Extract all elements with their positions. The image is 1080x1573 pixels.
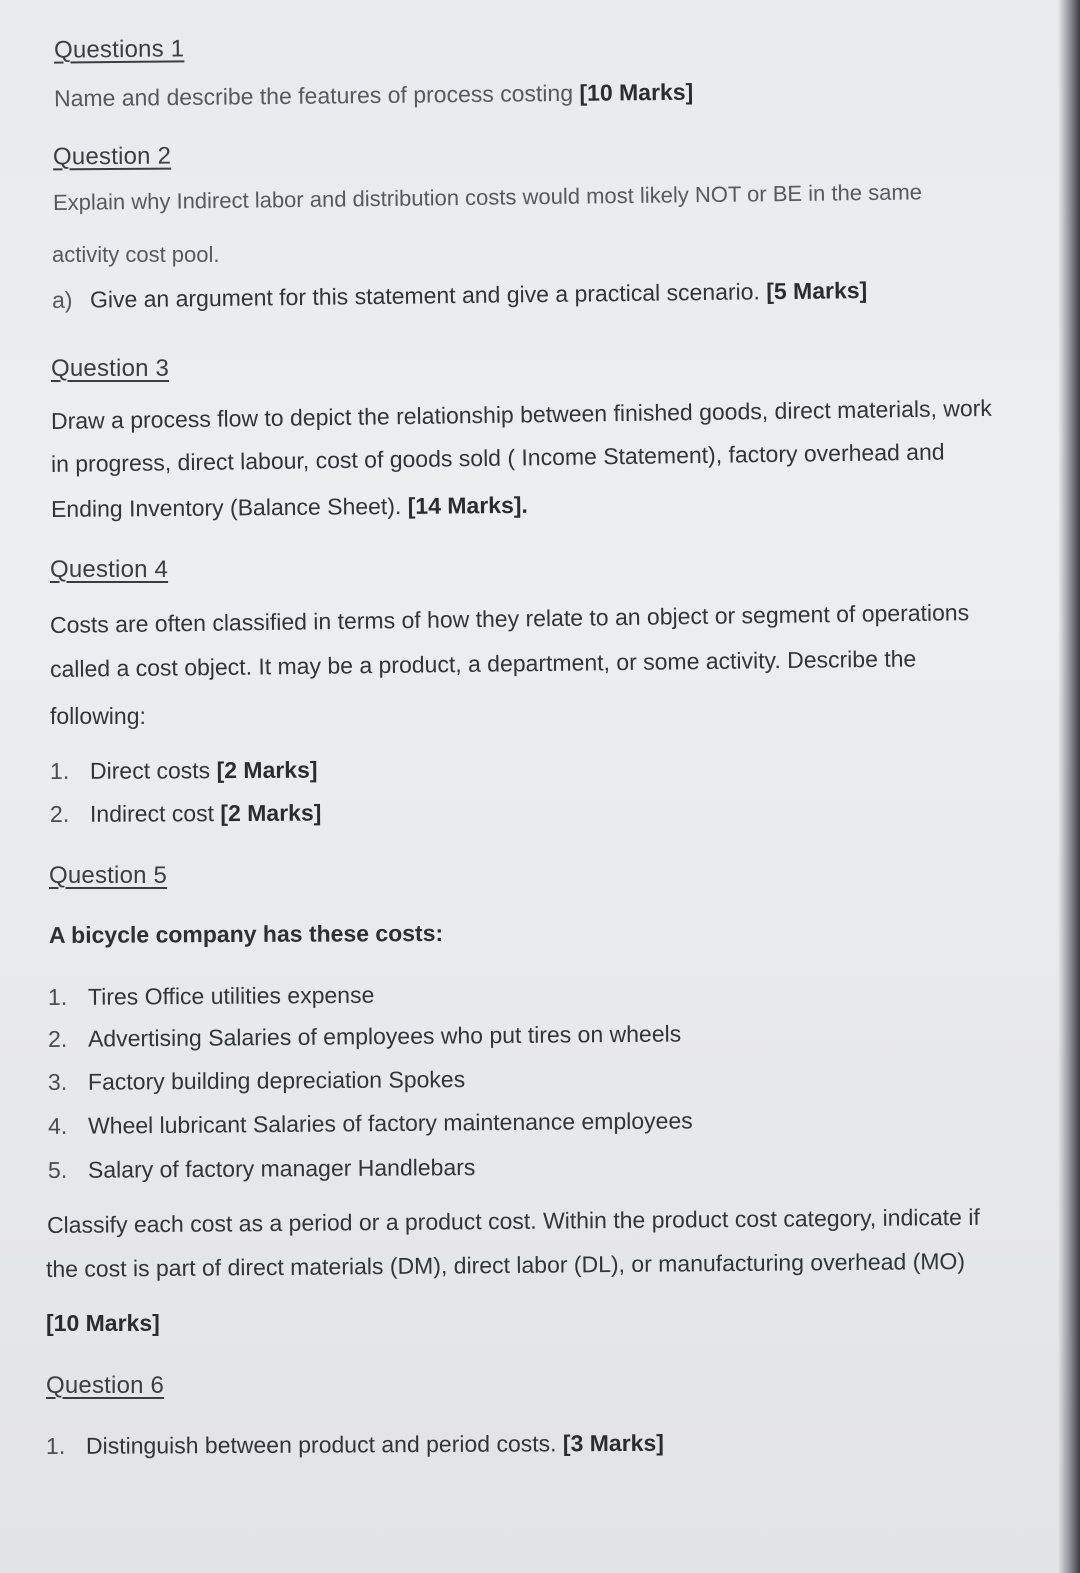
question-5-item-5	[48, 1154, 476, 1184]
list-item-text: Wheel lubricant Salaries of factory maintenance employees	[87, 1107, 693, 1139]
list-number: 2.	[49, 800, 70, 827]
question-4-line-2: called a cost object. It may be a product, a department, or some activity. Describe the	[49, 645, 917, 682]
question-6-heading: Question 6	[46, 1372, 165, 1399]
question-5-item-4	[48, 1107, 693, 1140]
question-3-line-3	[51, 492, 528, 523]
question-3-line-2: in progress, direct labour, cost of goods sold ( Income Statement), factory overhead and	[50, 438, 945, 477]
question-5-item-2	[48, 1020, 681, 1053]
list-number: 2.	[47, 1025, 68, 1052]
question-1-text	[54, 79, 693, 113]
list-item-marks: [2 Marks]	[220, 799, 322, 827]
question-3-heading: Question 3	[51, 355, 170, 382]
question-5-intro: A bicycle company has these costs:	[48, 919, 444, 948]
question-3-line-3-text: Ending Inventory (Balance Sheet).	[50, 492, 408, 522]
question-2-line-2: activity cost pool.	[52, 242, 220, 267]
question-1-heading: Questions 1	[53, 35, 185, 64]
question-3-line-1: Draw a process flow to depict the relationship between finished goods, direct materials, work	[50, 394, 993, 434]
question-1-marks: [10 Marks]	[579, 78, 694, 106]
question-3-marks: [14 Marks].	[407, 491, 528, 519]
question-5-heading: Question 5	[49, 862, 168, 889]
question-2-item-a-marks: [5 Marks]	[766, 277, 868, 305]
question-4-line-1: Costs are often classified in terms of how they relate to an object or segment of operations	[49, 599, 970, 638]
list-item-text: Salary of factory manager Handlebars	[87, 1154, 476, 1183]
question-2-item-a-label: a)	[51, 286, 73, 313]
list-item-text: Tires Office utilities expense	[87, 981, 375, 1010]
list-number: 1.	[49, 757, 70, 784]
question-4-item-1	[50, 757, 318, 785]
question-2-line-1: Explain why Indirect labor and distribution costs would most likely NOT or BE in the same	[52, 179, 923, 215]
question-2-heading: Question 2	[52, 142, 172, 171]
question-4-item-2	[50, 800, 322, 828]
list-item-text: Factory building depreciation Spokes	[87, 1066, 466, 1095]
list-item-marks: [3 Marks]	[562, 1429, 664, 1457]
question-4-heading: Question 4	[50, 556, 169, 583]
question-5-item-3	[48, 1066, 465, 1096]
question-6-item-1	[46, 1430, 664, 1460]
list-item-text: Direct costs	[89, 757, 217, 784]
question-4-line-3: following:	[50, 703, 146, 729]
list-number: 4.	[47, 1112, 68, 1139]
list-item-marks: [2 Marks]	[216, 756, 318, 784]
question-5-line-2: the cost is part of direct materials (DM), direct labor (DL), or manufacturing overhead (MO)	[45, 1247, 966, 1282]
question-5-marks: [10 Marks]	[46, 1310, 160, 1336]
list-item-text: Advertising Salaries of employees who put tires on wheels	[87, 1020, 682, 1052]
screen-edge-shadow	[1058, 0, 1080, 1573]
list-number: 1.	[45, 1432, 66, 1459]
list-number: 3.	[47, 1068, 68, 1095]
list-number: 5.	[47, 1156, 68, 1183]
list-item-text: Indirect cost	[89, 800, 221, 827]
list-number: 1.	[47, 983, 68, 1010]
question-1-body: Name and describe the features of process costing	[53, 79, 580, 112]
question-5-line-1: Classify each cost as a period or a product cost. Within the product cost category, indicate if	[46, 1203, 980, 1238]
list-item-text: Distinguish between product and period costs.	[85, 1430, 563, 1459]
question-2-item-a-text: Give an argument for this statement and give a practical scenario.	[89, 278, 767, 313]
question-5-item-1	[48, 982, 375, 1011]
question-2-item-a	[52, 277, 868, 314]
